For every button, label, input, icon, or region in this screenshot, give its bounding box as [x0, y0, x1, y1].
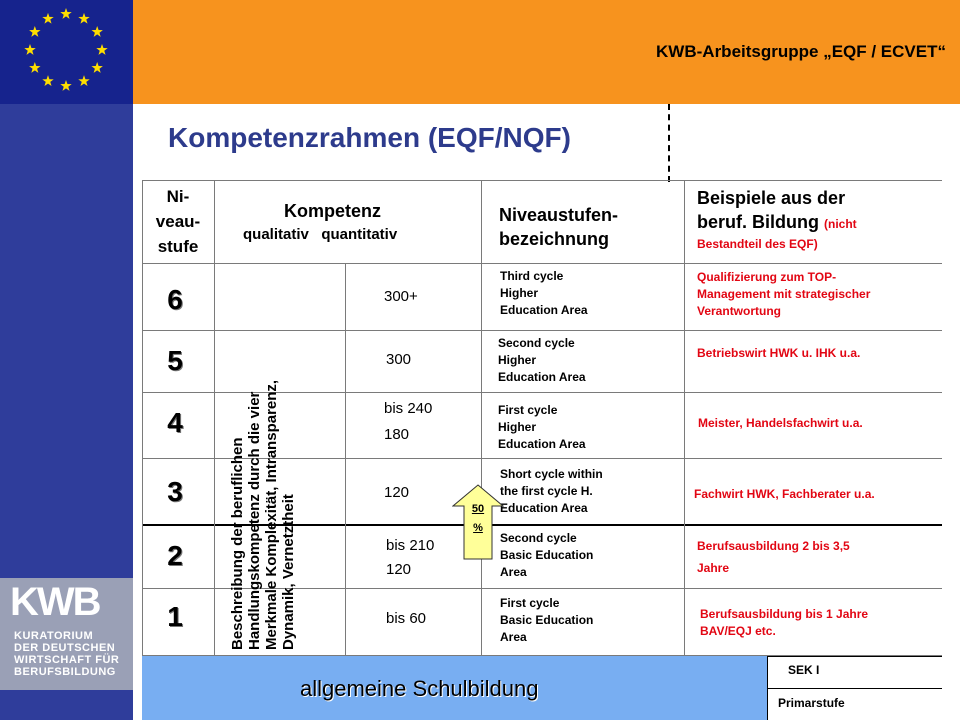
star-icon [91, 26, 102, 37]
cycle-line: Basic Education [500, 613, 594, 627]
quantity-value: 120 [386, 561, 412, 578]
example-line: Qualifizierung zum TOP- [697, 270, 837, 284]
level-number: 5 [167, 345, 183, 376]
table-vline [345, 263, 346, 656]
logo-line: KURATORIUM [14, 630, 94, 642]
cycle-label [498, 335, 586, 386]
table-vline [481, 180, 482, 656]
examples-header [697, 186, 857, 236]
logo-line: DER DEUTSCHEN [14, 642, 116, 654]
cycle-line: Second cycle [498, 336, 575, 350]
cycle-line: Area [500, 630, 527, 644]
level-number: 3 [167, 476, 183, 507]
examples-header-note: (nicht [824, 217, 857, 231]
example-text [697, 535, 850, 579]
cycle-line: First cycle [500, 596, 560, 610]
cycle-line: Education Area [498, 437, 586, 451]
quantity-value: 300+ [384, 288, 418, 305]
level-number: 4 [167, 407, 183, 438]
quantity-value: bis 210 [386, 537, 435, 554]
cycle-line: Basic Education [500, 548, 594, 562]
example-line: Verantwortung [697, 304, 782, 318]
examples-header-line: beruf. Bildung [697, 212, 819, 232]
level-header-line: stufe [157, 237, 199, 256]
table-vline [142, 180, 143, 656]
table-vline [214, 180, 215, 656]
cycle-label [500, 595, 593, 646]
eu-flag [0, 0, 133, 104]
example-text [697, 269, 870, 320]
header-band [133, 0, 960, 104]
star-icon [24, 44, 35, 55]
quantity-value: bis 240 [384, 400, 433, 417]
star-icon [42, 13, 53, 24]
star-icon [42, 75, 53, 86]
cycle-line: Education Area [498, 370, 586, 384]
table-line [142, 180, 942, 181]
example-line: Berufsausbildung bis 1 Jahre [700, 607, 869, 621]
example-text [700, 606, 868, 640]
primar-label: Primarstufe [778, 696, 845, 710]
level-header [148, 184, 208, 259]
example-line: Fachwirt HWK, Fachberater u.a. [694, 487, 875, 501]
level-header-line: veau- [155, 212, 201, 231]
name-header [499, 203, 618, 251]
example-text [697, 345, 860, 362]
page-title: Kompetenzrahmen (EQF/NQF) [168, 122, 571, 153]
dashed-divider [668, 104, 670, 182]
kwb-logo [0, 578, 133, 690]
cycle-line: Higher [500, 286, 539, 300]
description-line: Handlungskompetenz durch die vier [246, 391, 263, 650]
cycle-label [500, 530, 593, 581]
level-header-line: Ni- [166, 187, 190, 206]
example-line: BAV/EQJ etc. [700, 624, 776, 638]
eu-stars-icon [0, 0, 133, 104]
logo-kwb: KWB [10, 580, 100, 624]
arrow-label-line: 50 [471, 503, 485, 515]
sek-label: SEK I [788, 663, 820, 677]
quantity-value: 120 [384, 484, 410, 501]
cycle-line: Higher [498, 353, 537, 367]
cycle-line: First cycle [498, 403, 558, 417]
example-text [698, 415, 863, 432]
group-title: KWB-Arbeitsgruppe „EQF / ECVET“ [656, 42, 946, 61]
description-line: Beschreibung der beruflichen [229, 437, 246, 650]
quantity-value: 300 [386, 351, 412, 368]
cycle-line: Higher [498, 420, 537, 434]
right-strip [942, 104, 960, 660]
example-line: Meister, Handelsfachwirt u.a. [698, 416, 863, 430]
cycle-label [500, 268, 588, 319]
quantity-value: bis 60 [386, 610, 427, 627]
school-level-divider [767, 688, 942, 689]
example-line: Jahre [697, 561, 730, 575]
example-line: Berufsausbildung 2 bis 3,5 [697, 539, 850, 553]
description-line: Merkmale Komplexität, Intransparenz, [263, 379, 280, 650]
cycle-line: Area [500, 565, 527, 579]
cycle-line: the first cycle H. [500, 484, 593, 498]
star-icon [78, 75, 89, 86]
arrow-label-line: % [473, 522, 483, 534]
quantity-value: 180 [384, 426, 410, 443]
cycle-line: Second cycle [500, 531, 577, 545]
arrow-label [452, 500, 504, 538]
example-line: Betriebswirt HWK u. IHK u.a. [697, 346, 861, 360]
cycle-line: Education Area [500, 303, 588, 317]
logo-line: BERUFSBILDUNG [14, 666, 116, 678]
star-icon [60, 8, 71, 19]
cycle-line: Short cycle within [500, 467, 603, 481]
star-icon [91, 62, 102, 73]
name-header-line: bezeichnung [499, 229, 610, 249]
star-icon [29, 26, 40, 37]
name-header-line: Niveaustufen- [499, 205, 619, 225]
star-icon [96, 44, 107, 55]
cycle-label [498, 402, 586, 453]
qualitative-description [229, 260, 297, 650]
cycle-label [500, 466, 603, 517]
example-text [694, 486, 875, 503]
level-number: 2 [167, 540, 183, 571]
competence-subheader: qualitativ quantitativ [243, 226, 398, 243]
star-icon [78, 13, 89, 24]
cycle-line: Education Area [500, 501, 588, 515]
general-education-label: allgemeine Schulbildung [300, 676, 539, 701]
level-number: 1 [167, 601, 183, 632]
level-number: 6 [167, 284, 183, 315]
examples-header-line: Beispiele aus der [697, 188, 846, 208]
logo-line: WIRTSCHAFT FÜR [14, 654, 120, 666]
star-icon [60, 80, 71, 91]
star-icon [29, 62, 40, 73]
table-vline [684, 180, 685, 656]
description-line: Dynamik, Vernetztheit [280, 494, 297, 650]
examples-header-note: Bestandteil des EQF) [697, 237, 818, 251]
example-line: Management mit strategischer [697, 287, 871, 301]
competence-header: Kompetenz [284, 201, 382, 221]
cycle-line: Third cycle [500, 269, 564, 283]
